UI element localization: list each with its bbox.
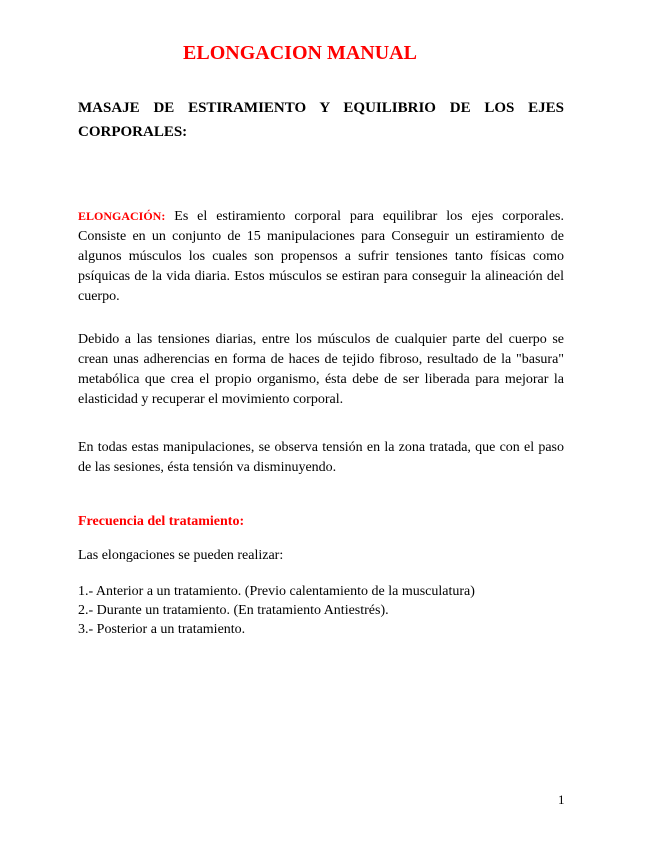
tension-paragraph: En todas estas manipulaciones, se observa tensión en la zona tratada, que con el paso de las sesiones, ésta tensión va disminuyendo.: [78, 440, 564, 475]
list-item: 1.- Anterior a un tratamiento. (Previo calentamiento de la musculatura): [78, 584, 475, 599]
adhesions-paragraph: Debido a las tensiones diarias, entre los músculos de cualquier parte del cuerpo se crean unas adherencias en forma de haces de tejido fibroso, resultado de la "basura" metabólica que crea el propio organismo, ésta debe de ser liberada para mejorar la elasticidad y recuperar el movimiento corporal.: [78, 332, 564, 407]
definition-paragraph: [78, 206, 564, 307]
frequency-list: [78, 582, 475, 639]
document-subtitle: MASAJE DE ESTIRAMIENTO Y EQUILIBRIO DE LOS EJES CORPORALES:: [78, 100, 564, 140]
frequency-heading: Frecuencia del tratamiento:: [78, 514, 245, 529]
page-number: 1: [558, 792, 565, 807]
frequency-intro: Las elongaciones se pueden realizar:: [78, 548, 284, 563]
definition-text: Es el estiramiento corporal para equilibrar los ejes corporales. Consiste en un conjunto de 15 manipulaciones para Conseguir un estiramiento de algunos músculos los cuales son propensos a sufrir tensiones tanto físicas como psíquicas de la vida diaria. Estos músculos se estiran para conseguir la alineación del cuerpo.: [78, 209, 564, 304]
document-title: ELONGACION MANUAL: [183, 42, 417, 64]
list-item: 3.- Posterior a un tratamiento.: [78, 622, 246, 637]
list-item: 2.- Durante un tratamiento. (En tratamiento Antiestrés).: [78, 603, 389, 618]
definition-lead: ELONGACIÓN:: [78, 209, 166, 223]
